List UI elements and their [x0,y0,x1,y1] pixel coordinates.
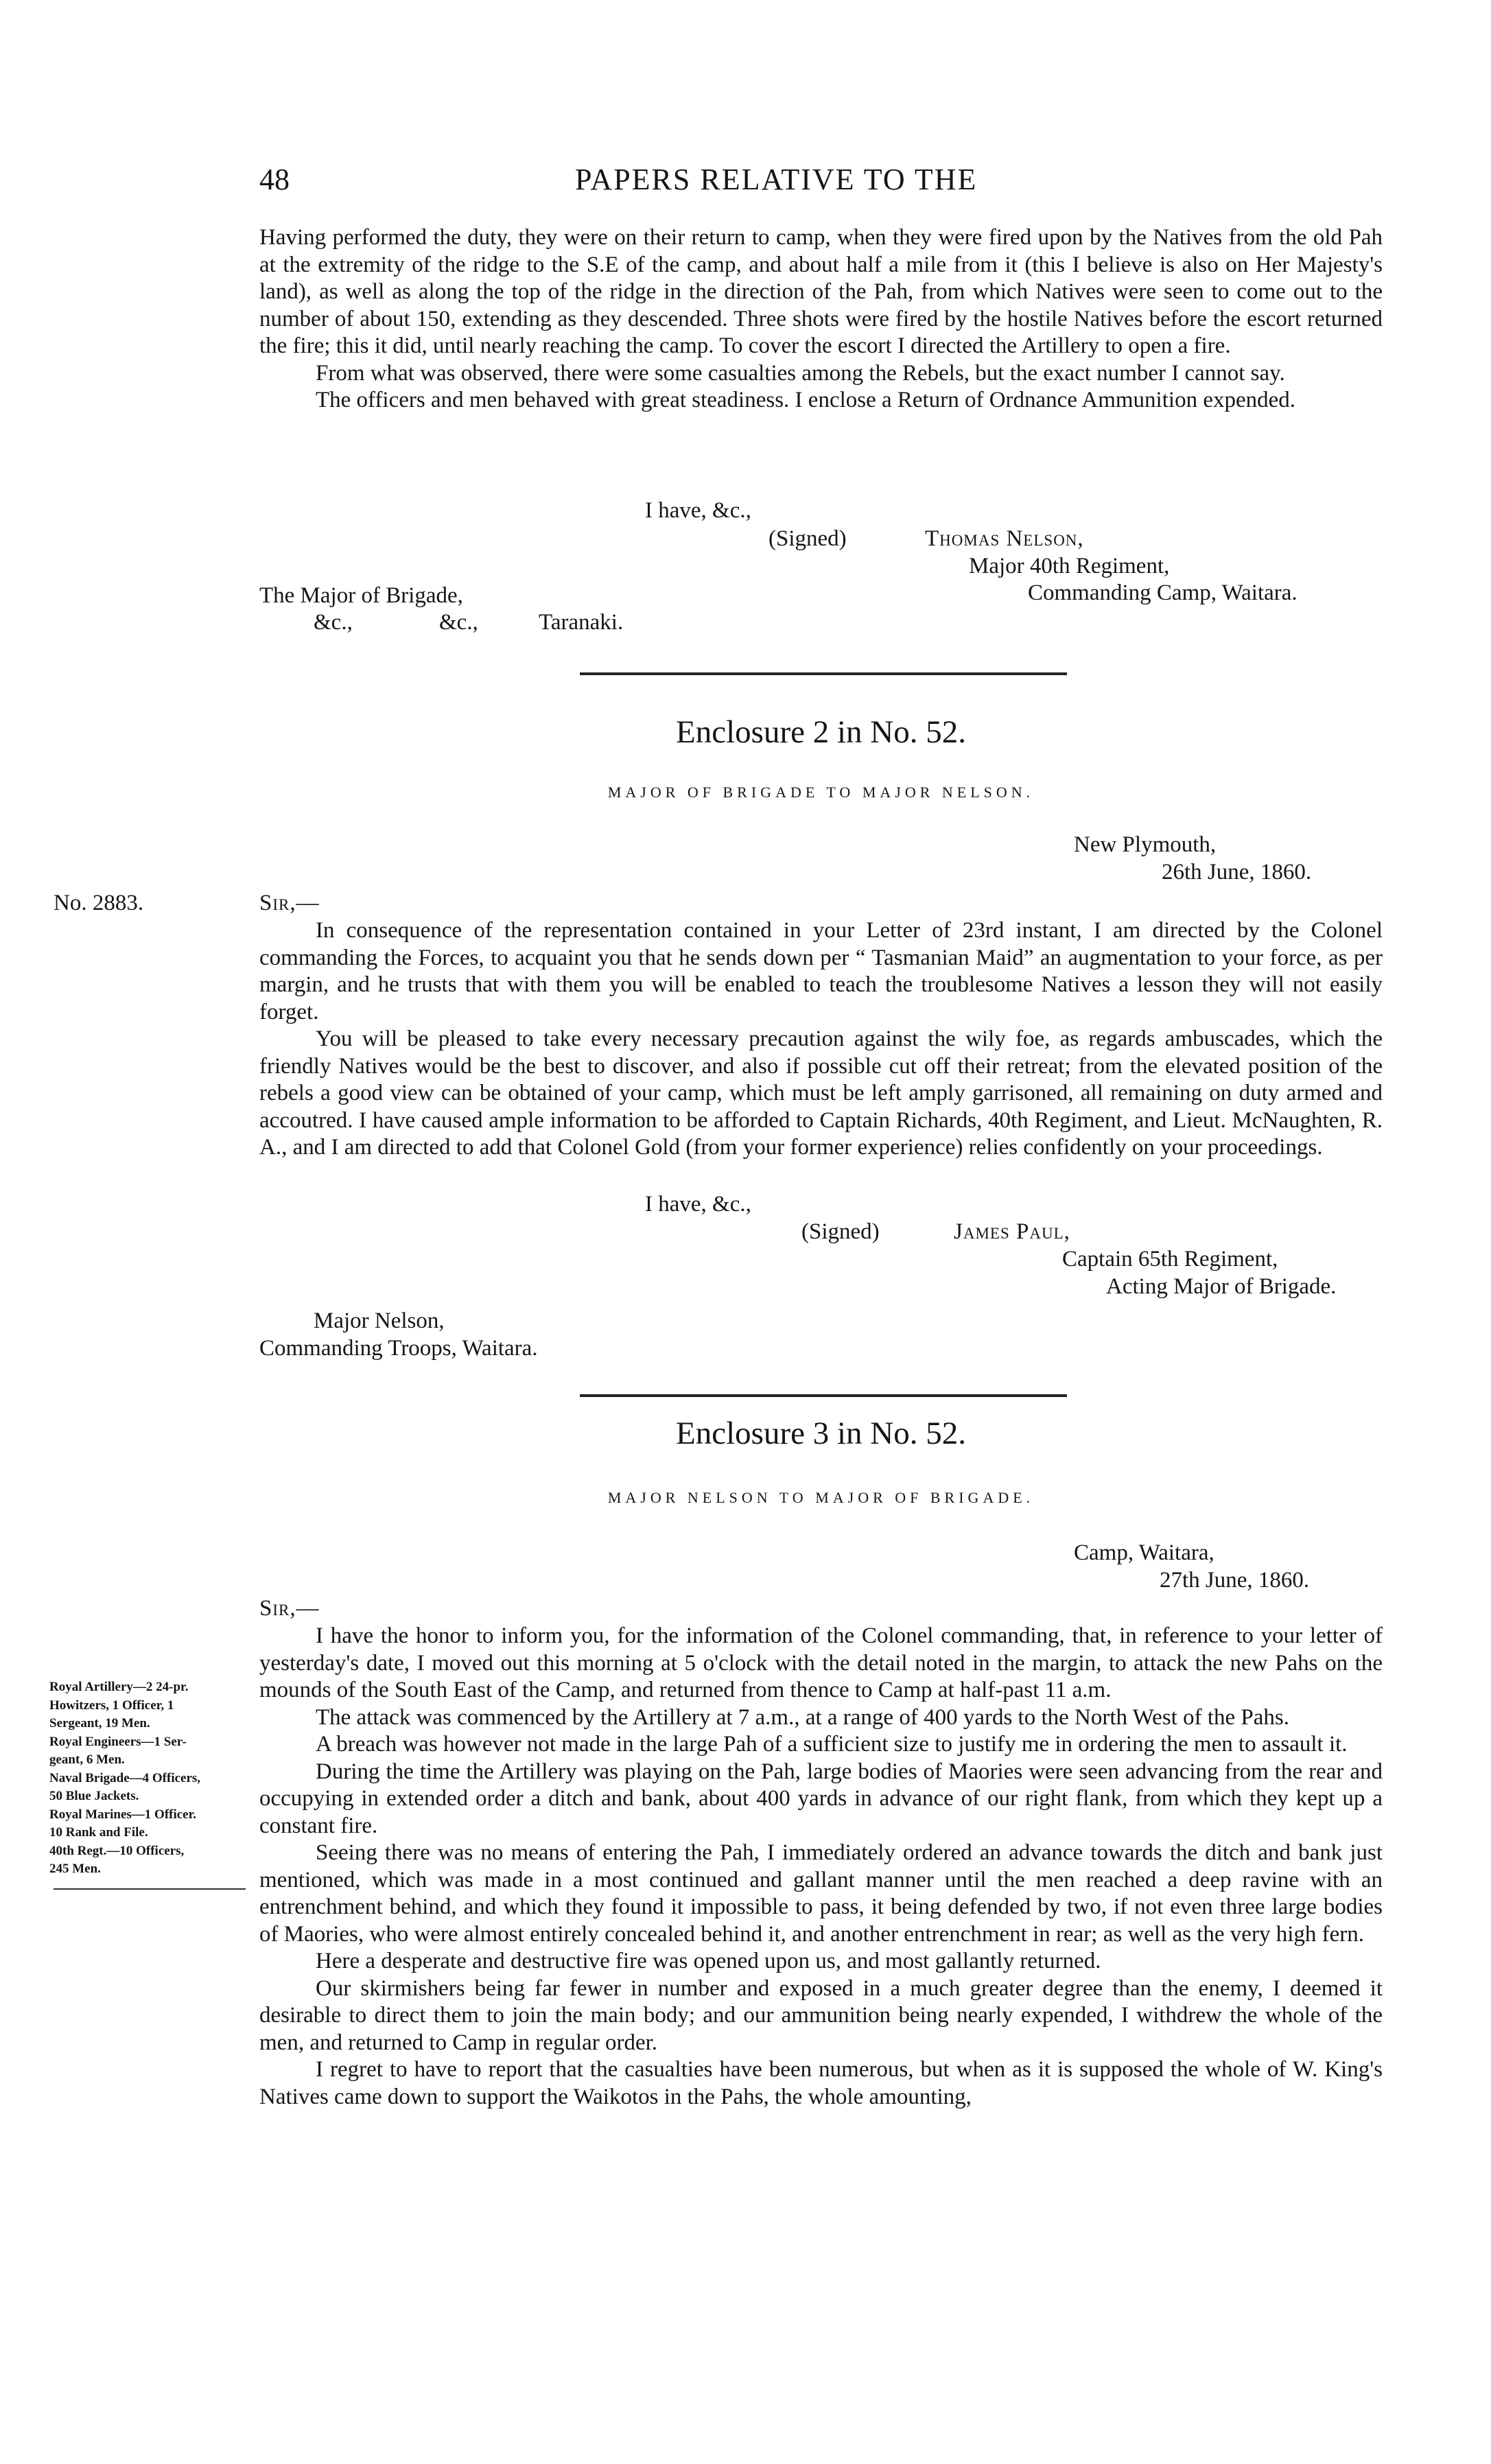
margin-note-line: 50 Blue Jackets. [49,1789,139,1803]
enclosure3-paragraph-2: The attack was commenced by the Artillery at 7 a.m., at a range of 400 yards to the North West of the Pahs. [316,1704,1289,1730]
margin-note-line: geant, 6 Men. [49,1752,125,1767]
letter1-closing: I have, &c., [645,498,751,523]
letter1-signer-title2: Commanding Camp, Waitara. [1028,580,1298,605]
enclosure3-paragraph-4: During the time the Artillery was playing on the Pah, large bodies of Maories were seen advancing from the rear and occupying in extended order a ditch and bank, about 400 yards in advance of our right flank, from which they kept up a constant fire. [259,1759,1383,1838]
section-divider-2 [580,1394,1067,1397]
margin-note-line: Royal Artillery—2 24-pr. [49,1680,189,1694]
letter1-paragraph-2: From what was observed, there were some casualties among the Rebels, but the exact number I cannot say. [316,360,1285,386]
section-divider-1 [580,672,1067,675]
enclosure3-paragraph-1: I have the honor to inform you, for the information of the Colonel commanding, that, in reference to your letter of yesterday's date, I moved out this morning at 5 o'clock with the detail noted in the margin, to attack the new Pahs on the mounds of the South East of the Camp, and returned from thence to Camp at half-past 11 a.m. [259,1623,1383,1702]
letter1-addressee-etc1: &c., [314,610,353,635]
letter1-addressee-etc2: &c., [439,610,478,635]
page-number: 48 [259,163,290,196]
margin-note-line: Howitzers, 1 Officer, 1 [49,1698,174,1713]
letter1-signed: (Signed) [768,526,847,551]
letter1-signer-title1: Major 40th Regiment, [969,554,1170,578]
letter1-paragraph-3: The officers and men behaved with great steadiness. I enclose a Return of Ordnance Ammunition expended. [316,388,1296,412]
margin-note-line: Royal Engineers—1 Ser- [49,1734,187,1749]
enclosure2-subheading: MAJOR OF BRIGADE TO MAJOR NELSON. [607,784,1035,801]
enclosure3-paragraph-7: Our skirmishers being far fewer in number and exposed in a much greater degree than the enemy, I deemed it desirable to direct them to join the main body; and our ammunition being nearly expended, I withdrew the whole of the men, and returned to Camp in regular order. [259,1975,1383,2055]
enclosure3-paragraph-5: Seeing there was no means of entering the Pah, I immediately ordered an advance towards the ditch and bank just mentioned, which was made in a most continued and gallant manner until the men reached a deep ravine with an entrenchment behind, and which they found it impossible to pass, it being defended by two, if not even three large bodies of Maories, who were almost entirely concealed behind it, and another entrenchment in rear; as well as the very high fern. [259,1840,1383,1947]
enclosure2-salutation: Sir,— [259,891,320,915]
letter1-addressee-line1: The Major of Brigade, [259,583,463,608]
enclosure2-signed: (Signed) [801,1219,880,1244]
enclosure2-signer-title2: Acting Major of Brigade. [1106,1274,1337,1299]
margin-note-line: Naval Brigade—4 Officers, [49,1770,201,1785]
letter1-paragraph-1: Having performed the duty, they were on their return to camp, when they were fired upon by the Natives from the old Pah at the extremity of the ridge to the S.E of the camp, and about half a mile from it (this I believe is also on Her Majesty's land), as well as along the top of the ridge in the direction of the Pah, from which Natives were seen to come out to the number of about 150, extending as they descended. Three shots were fired by the hostile Natives before the escort returned the fire; this it did, until nearly reaching the camp. To cover the escort I directed the Artillery to open a fire. [259,225,1383,358]
enclosure2-paragraph-2: You will be pleased to take every necessary precaution against the wily foe, as regards ambuscades, which the friendly Natives would be the best to discover, and also if possible cut off their retreat; from the elevated position of the rebels a good view can be obtained of your camp, which must be left amply garrisoned, all remaining on duty armed and accoutred. I have caused ample information to be afforded to Captain Richards, 40th Regiment, and Lieut. McNaughten, R. A., and I am directed to add that Colonel Gold (from your former experience) relies confidently on your proceedings. [259,1026,1383,1160]
enclosure2-signer-name: James Paul, [954,1219,1070,1244]
enclosure2-date: 26th June, 1860. [1162,860,1312,884]
enclosure3-heading: Enclosure 3 in No. 52. [676,1416,966,1451]
enclosure2-place: New Plymouth, [1074,832,1217,857]
enclosure3-paragraph-8: I regret to have to report that the casualties have been numerous, but when as it is supposed the whole of W. King's Natives came down to support the Waikotos in the Pahs, the whole amounting, [259,2057,1383,2109]
enclosure2-addressee-line2: Commanding Troops, Waitara. [259,1336,538,1361]
letter1-signer-name: Thomas Nelson, [925,526,1084,551]
enclosure3-place: Camp, Waitara, [1074,1540,1214,1565]
running-title: PAPERS RELATIVE TO THE [575,163,978,196]
margin-note-rule [54,1888,246,1890]
letter1-addressee-place: Taranaki. [539,610,624,635]
enclosure2-paragraph-1: In consequence of the representation contained in your Letter of 23rd instant, I am directed by the Colonel commanding the Forces, to acquaint you that he sends down per “ Tasmanian Maid” an augmentation to your force, as per margin, and he trusts that with them you will be enabled to teach the troublesome Natives a lesson they will not easily forget. [259,918,1383,1024]
margin-note-line: Sergeant, 19 Men. [49,1716,150,1730]
enclosure2-signer-title1: Captain 65th Regiment, [1062,1247,1278,1271]
enclosure2-body [259,917,1383,1162]
margin-note-line: 10 Rank and File. [49,1825,148,1840]
enclosure2-heading: Enclosure 2 in No. 52. [676,714,966,750]
enclosure3-subheading: MAJOR NELSON TO MAJOR OF BRIGADE. [607,1489,1035,1506]
enclosure3-body [259,1623,1383,2111]
enclosure3-paragraph-6: Here a desperate and destructive fire was opened upon us, and most gallantly returned. [316,1949,1101,1973]
enclosure3-date: 27th June, 1860. [1160,1568,1310,1593]
enclosure2-margin-number: No. 2883. [54,891,144,915]
letter1-body [259,224,1383,414]
margin-note-line: 40th Regt.—10 Officers, [49,1843,185,1858]
margin-note-line: 245 Men. [49,1862,101,1876]
enclosure3-salutation: Sir,— [259,1596,320,1621]
margin-note-line: Royal Marines—1 Officer. [49,1807,197,1822]
enclosure3-paragraph-3: A breach was however not made in the large Pah of a sufficient size to justify me in ordering the men to assault it. [316,1732,1348,1757]
enclosure3-margin-notes [49,1678,255,1879]
enclosure2-closing: I have, &c., [645,1192,751,1217]
enclosure2-addressee-line1: Major Nelson, [314,1309,445,1333]
